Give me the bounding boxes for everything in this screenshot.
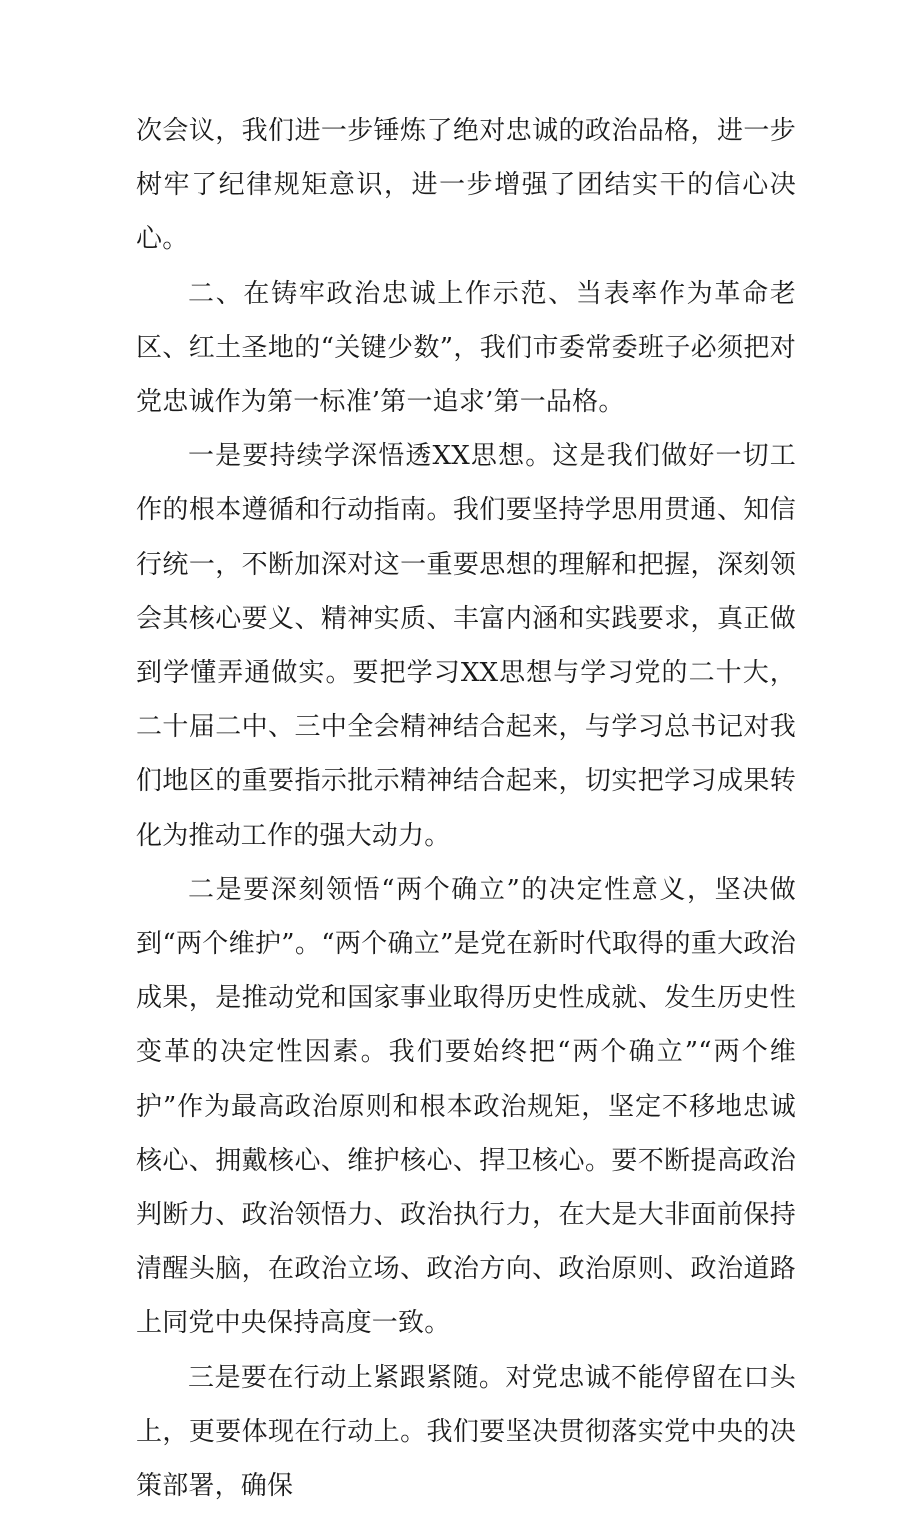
paragraph-continuation: 次会议，我们进一步锤炼了绝对忠诚的政治品格，进一步树牢了纪律规矩意识，进一步增强了团结实干的信心决心。 — [136, 116, 796, 255]
paragraph-point-two: 二是要深刻领悟“两个确立”的决定性意义，坚决做到“两个维护”。“两个确立”是党在新时代取得的重大政治成果，是推动党和国家事业取得历史性成就、发生历史性变革的决定性因素。我们要始终把“两个确立”“两个维护”作为最高政治原则和根本政治规矩，坚定不移地忠诚核心、拥戴核心、维护核心、捍卫核心。要不断提高政治判断力、政治领悟力、政治执行力，在大是大非面前保持清醒头脑，在政治立场、政治方向、政治原则、政治道路上同党中央保持高度一致。 — [136, 874, 796, 1339]
paragraph-point-one: 一是要持续学深悟透XX思想。这是我们做好一切工作的根本遵循和行动指南。我们要坚持学思用贯通、知信行统一，不断加深对这一重要思想的理解和把握，深刻领会其核心要义、精神实质、丰富内涵和实践要求，真正做到学懂弄通做实。要把学习XX思想与学习党的二十大，二十届二中、三中全会精神结合起来，与学习总书记对我们地区的重要指示批示精神结合起来，切实把学习成果转化为推动工作的强大动力。 — [136, 441, 796, 851]
paragraph-point-three: 三是要在行动上紧跟紧随。对党忠诚不能停留在口头上，更要体现在行动上。我们要坚决贯彻落实党中央的决策部署，确保 — [136, 1362, 796, 1502]
document-body — [136, 104, 796, 1513]
paragraph-section-two-heading: 二、在铸牢政治忠诚上作示范、当表率作为革命老区、红土圣地的“关键少数”，我们市委常委班子必须把对党忠诚作为第一标准’第一追求’第一品格。 — [136, 278, 796, 418]
